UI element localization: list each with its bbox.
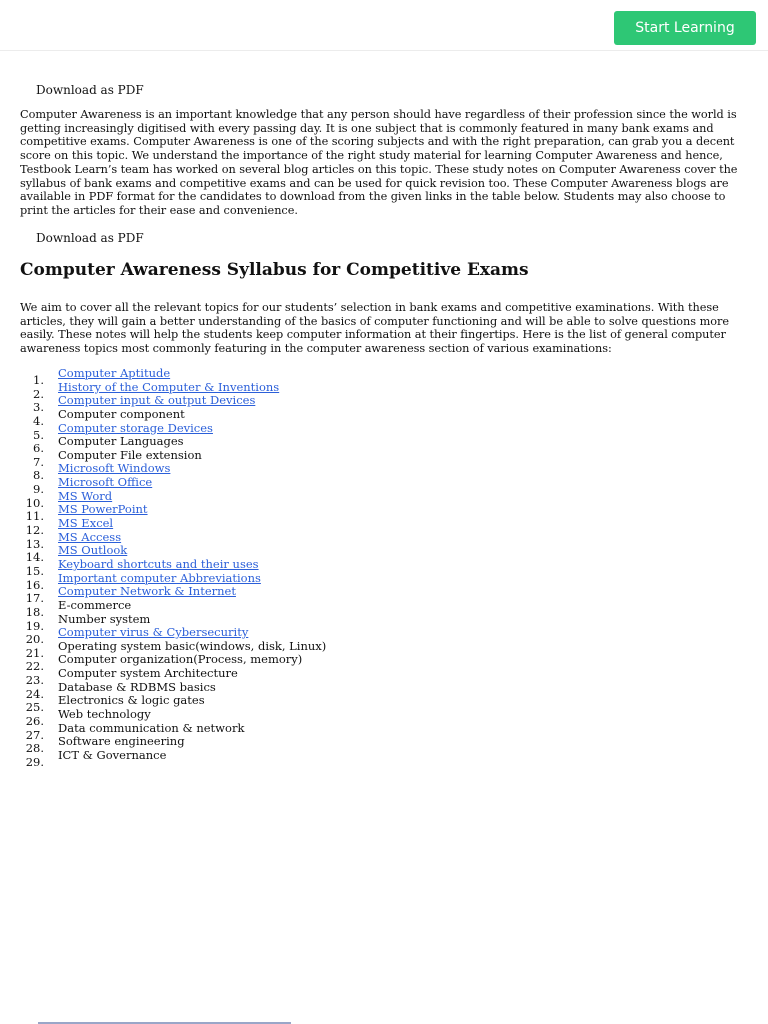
topic-number: 17. [25, 591, 44, 606]
topic-number: 3. [33, 400, 44, 415]
topic-link[interactable]: Computer storage Devices [58, 420, 213, 435]
download-pdf-link-top[interactable]: Download as PDF [36, 83, 144, 97]
topic-label: Computer system Architecture [58, 666, 238, 681]
topic-number: 21. [25, 645, 44, 660]
section-paragraph: We aim to cover all the relevant topics for our students’ selection in bank exams and competitive examinations. With these articles, they will gain a better understanding of the basics of computer functioning and will be able to solve questions more easily. These notes will help the students keep computer information at their fingertips. Here is the list of general computer awareness topics most commonly featuring in the computer awareness section of various examinations: [20, 301, 729, 356]
top-bar [0, 0, 768, 51]
topic-link[interactable]: Microsoft Windows [58, 461, 171, 476]
start-learning-button[interactable]: Start Learning [614, 11, 756, 45]
topic-number: 8. [33, 468, 44, 483]
topic-number: 6. [33, 441, 44, 456]
topic-link[interactable]: Microsoft Office [58, 475, 153, 490]
topic-number: 12. [25, 523, 44, 538]
topic-link[interactable]: Keyboard shortcuts and their uses [58, 556, 259, 571]
topic-link[interactable]: Important computer Abbreviations [58, 570, 261, 585]
topic-link[interactable]: Computer virus & Cybersecurity [58, 625, 249, 640]
topic-link[interactable]: MS Access [58, 529, 122, 544]
topic-link[interactable]: Computer Network & Internet [58, 584, 236, 599]
topic-label: Computer Languages [58, 434, 184, 449]
topic-link[interactable]: MS Excel [58, 516, 114, 531]
topic-label: Electronics & logic gates [58, 693, 205, 708]
topic-number: 9. [33, 482, 44, 497]
topic-label: Data communication & network [58, 720, 245, 735]
topic-label: Web technology [58, 707, 151, 722]
topic-number: 14. [25, 550, 44, 565]
topic-number: 16. [25, 577, 44, 592]
topic-number: 7. [33, 454, 44, 469]
topic-label: Computer organization(Process, memory) [58, 652, 303, 667]
topic-label: Number system [58, 611, 151, 626]
topic-label: E-commerce [58, 597, 132, 612]
topic-number: 22. [25, 659, 44, 674]
topic-number: 5. [33, 427, 44, 442]
topic-number: 2. [33, 386, 44, 401]
topic-number: 4. [33, 413, 44, 428]
topic-number: 1. [33, 373, 44, 387]
topic-number: 18. [25, 604, 44, 619]
topic-link[interactable]: Computer Aptitude [58, 366, 171, 380]
topic-link[interactable]: MS Outlook [58, 543, 128, 558]
topic-label: Operating system basic(windows, disk, Linux) [58, 638, 327, 653]
topic-label: Computer component [58, 406, 185, 421]
intro-paragraph: Computer Awareness is an important knowledge that any person should have regardless of their profession since the world is getting increasingly digitised with every passing day. It is one subject that is commonly featured in many bank exams and competitive exams. Computer Awareness is one of the scoring subjects and with the right preparation, can grab you a decent score on this topic. We understand the importance of the right study material for learning Computer Awareness and hence, Testbook Learn’s team has worked on several blog articles on this topic. These study notes on Computer Awareness cover the syllabus of bank exams and competitive exams and can be used for quick revision too. These Computer Awareness blogs are available in PDF format for the candidates to download from the given links in the table below. Students may also choose to print the articles for their ease and convenience. [20, 108, 738, 217]
topic-link[interactable]: History of the Computer & Inventions [58, 379, 280, 394]
topic-number: 20. [25, 632, 44, 647]
topic-label: Computer File extension [58, 447, 202, 462]
topic-number: 11. [25, 509, 44, 524]
topic-number: 24. [25, 686, 44, 701]
topic-number: 19. [25, 618, 44, 633]
topic-number: 23. [25, 673, 44, 688]
topic-number: 26. [25, 714, 44, 729]
topic-number: 10. [25, 495, 44, 510]
topic-link[interactable]: MS PowerPoint [58, 502, 148, 517]
topic-link[interactable]: Computer input & output Devices [58, 393, 256, 408]
topic-number: 29. [25, 754, 44, 769]
topic-number: 27. [25, 727, 44, 742]
topic-number: 13. [25, 536, 44, 551]
topic-link[interactable]: MS Word [58, 488, 113, 503]
topic-number: 28. [25, 741, 44, 756]
topic-number: 25. [25, 700, 44, 715]
topic-label: ICT & Governance [58, 747, 167, 762]
topic-label: Database & RDBMS basics [58, 679, 216, 694]
section-heading: Computer Awareness Syllabus for Competitive Exams [20, 260, 529, 280]
topic-number: 15. [25, 563, 44, 578]
download-pdf-link-bottom[interactable]: Download as PDF [36, 231, 144, 245]
topic-label: Software engineering [58, 734, 185, 749]
